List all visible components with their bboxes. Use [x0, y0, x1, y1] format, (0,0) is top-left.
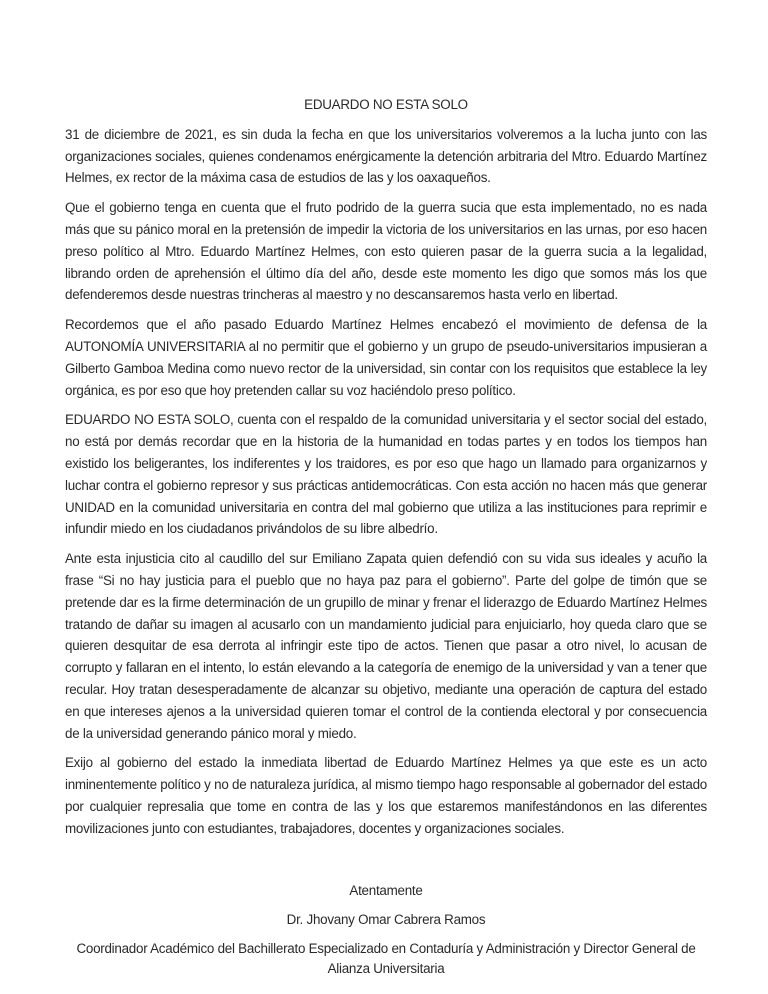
- signatory-name: Dr. Jhovany Omar Cabrera Ramos: [286, 912, 486, 928]
- paragraph-autonomy-defense: Recordemos que el año pasado Eduardo Martínez Helmes encabezó el movimiento de defensa de la AUTONOMÍA UNIVERSITARIA al no permitir que el gobierno y un grupo de pseudo-universitarios impusieran a Gilberto Gamboa Medina como nuevo rector de la universidad, sin contar con los requisitos que establece la ley orgánica, es por eso que hoy pretenden callar su voz haciéndolo preso político.: [65, 317, 707, 398]
- paragraph-zapata-quote: Ante esta injusticia cito al caudillo del sur Emiliano Zapata quien defendió con su vida sus ideales y acuño la frase “Si no hay justicia para el pueblo que no haya paz para el gobierno”. Parte del golpe de timón que se pretende dar es la firme determinación de un grupillo de minar y frenar el liderazgo de Eduardo Martínez Helmes tratando de dañar su imagen al acusarlo con un mandamiento judicial para enjuiciarlo, hoy queda claro que se quieren desquitar de esa derrota al infringir este tipo de actos. Tienen que pasar a otro nivel, lo acusan de corrupto y fallaran en el intento, lo están elevando a la categoría de enemigo de la universidad y van a tener que recular. Hoy tratan desesperadamente de alcanzar su objetivo, mediante una operación de captura del estado en que intereses ajenos a la universidad quieren tomar el control de la contienda electoral y por consecuencia de la universidad generando pánico moral y miedo.: [65, 551, 707, 741]
- closing-salutation: Atentamente: [349, 882, 423, 898]
- document-page: [65, 94, 707, 987]
- paragraph-date-statement: 31 de diciembre de 2021, es sin duda la fecha en que los universitarios volveremos a la lucha junto con las organizaciones sociales, quienes condenamos enérgicamente la detención arbitraria del Mtro. Eduardo Martínez Helmes, ex rector de la máxima casa de estudios de las y los oaxaqueños.: [65, 126, 707, 186]
- paragraph-support: EDUARDO NO ESTA SOLO, cuenta con el respaldo de la comunidad universitaria y el sector social del estado, no está por demás recordar que en la historia de la humanidad en todas partes y en todos los tiempos han existido los beligerantes, los indiferentes y los traidores, es por eso que hago un llamado para organizarnos y luchar contra el gobierno represor y sus prácticas antidemocráticas. Con esta acción no hacen más que generar UNIDAD en la comunidad universitaria en contra del mal gobierno que utiliza a las instituciones para reprimir e infundir miedo en los ciudadanos privándolos de su libre albedrío.: [65, 412, 707, 537]
- signature-block: [65, 880, 707, 980]
- paragraph-demand: Exijo al gobierno del estado la inmediata libertad de Eduardo Martínez Helmes ya que este es un acto inminentemente político y no de naturaleza jurídica, al mismo tiempo hago responsable al gobernador del estado por cualquier represalia que tome en contra de las y los que estaremos manifestándonos en las diferentes movilizaciones junto con estudiantes, trabajadores, docentes y organizaciones sociales.: [65, 755, 707, 836]
- document-title: EDUARDO NO ESTA SOLO: [304, 97, 468, 112]
- signatory-role: Coordinador Académico del Bachillerato Especializado en Contaduría y Administración y Director General de Alianza Universitaria: [76, 941, 696, 977]
- paragraph-government-warning: Que el gobierno tenga en cuenta que el fruto podrido de la guerra sucia que esta implementado, no es nada más que su pánico moral en la pretensión de impedir la victoria de los universitarios en las urnas, por eso hacen preso político al Mtro. Eduardo Martínez Helmes, con esto quieren pasar de la guerra sucia a la legalidad, librando orden de aprehensión el último día del año, desde este momento les digo que somos más los que defenderemos desde nuestras trincheras al maestro y no descansaremos hasta verlo en libertad.: [65, 200, 707, 303]
